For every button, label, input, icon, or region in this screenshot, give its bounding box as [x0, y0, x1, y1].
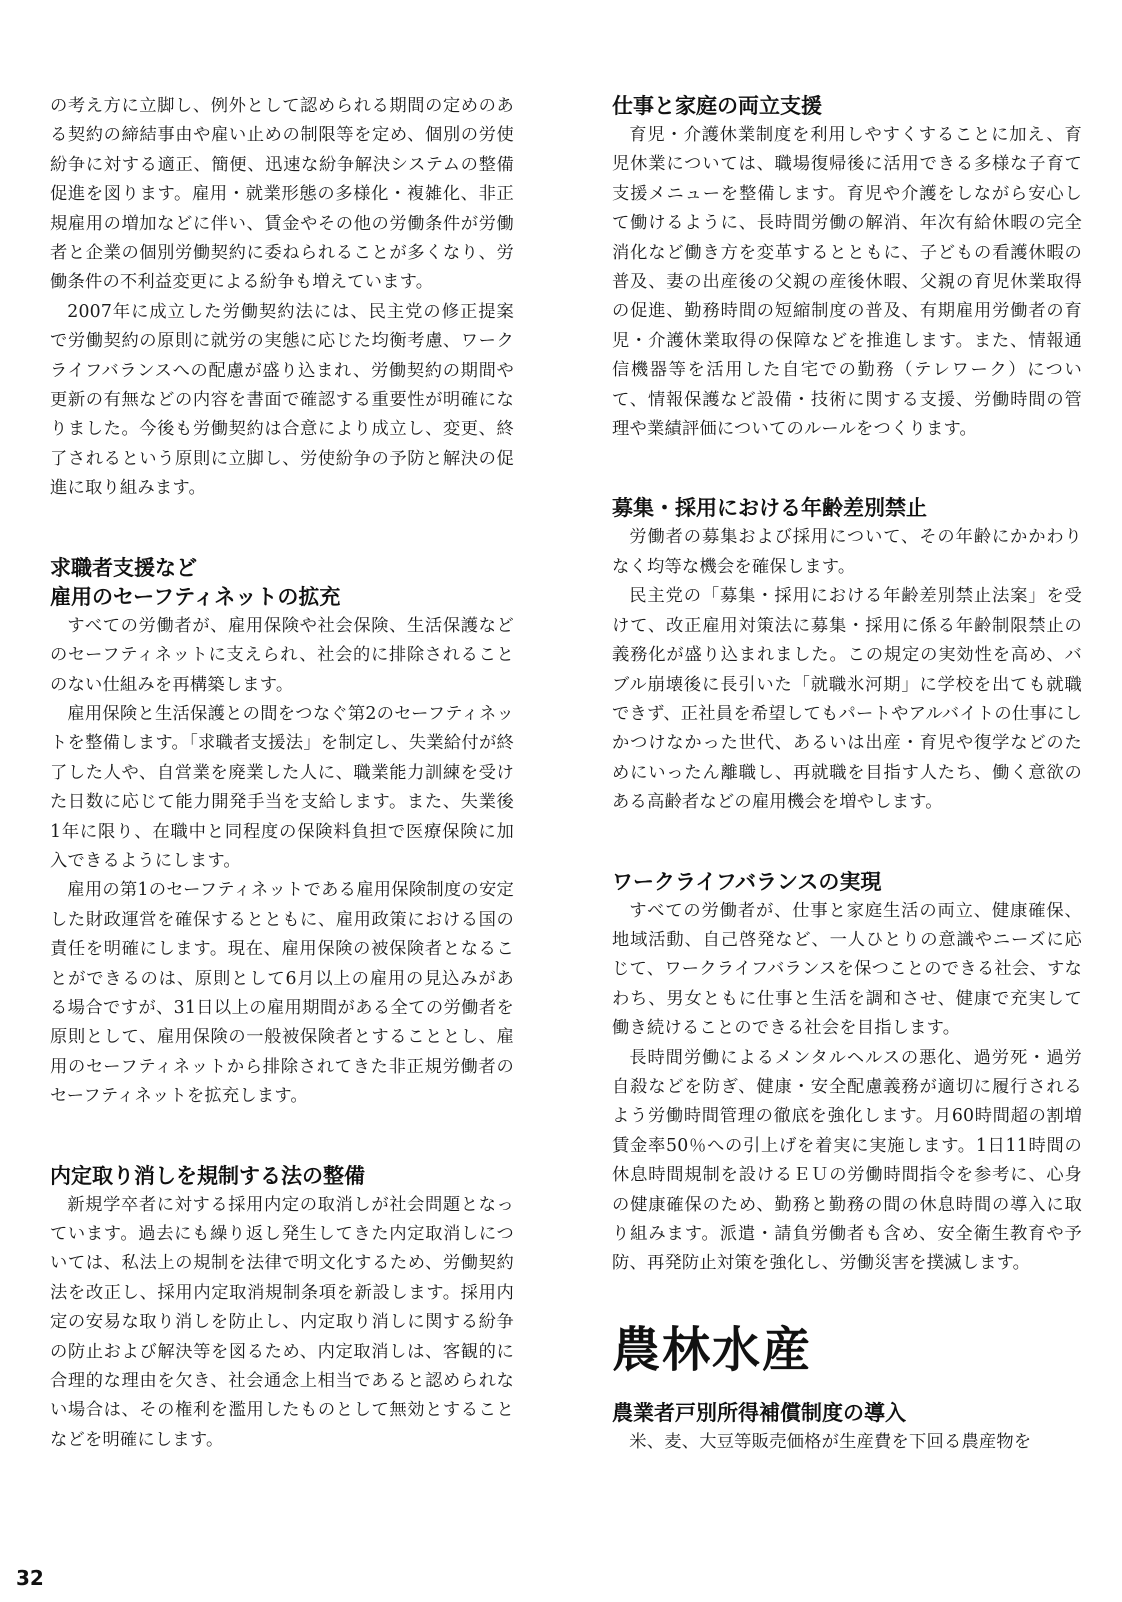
- work-life-balance-paragraph: すべての労働者が、仕事と家庭生活の両立、健康確保、地域活動、自己啓発など、一人ひとりの意識やニーズに応じて、ワークライフバランスを保つことのできる社会、すなわち、男女ともに仕事と生活を調和させ、健康で充実して働き続けることのできる社会を目指します。: [612, 900, 1082, 1039]
- right-column: [612, 92, 1082, 1457]
- work-family-heading: 仕事と家庭の両立支援: [612, 94, 822, 118]
- safety-net-paragraph: 雇用の第1のセーフティネットである雇用保険制度の安定した財政運営を確保するとともに、雇用政策における国の責任を明確にします。現在、雇用保険の被保険者となることができるのは、原則として6月以上の雇用の見込みがある場合ですが、31日以上の雇用期間がある全ての労働者を原則として、雇用保険の一般被保険者とすることとし、雇用のセーフティネットから排除されてきた非正規労働者のセーフティネットを拡充します。: [50, 880, 514, 1107]
- intro-paragraph-1: の考え方に立脚し、例外として認められる期間の定めのある契約の締結事由や雇い止めの制限等を定め、個別の労使紛争に対する適正、簡便、迅速な紛争解決システムの整備促進を図ります。雇用・就業形態の多様化・複雑化、非正規雇用の増加などに伴い、賃金やその他の労働条件が労働者と企業の個別労働契約に委ねられることが多くなり、労働条件の不利益変更による紛争も増えています。: [50, 96, 514, 293]
- page-number: 32: [16, 1566, 44, 1590]
- age-discrimination-paragraph: 労働者の募集および採用について、その年齢にかかわりなく均等な機会を確保します。: [612, 527, 1082, 577]
- intro-paragraph-2: 2007年に成立した労働契約法には、民主党の修正提案で労働契約の原則に就労の実態に応じた均衡考慮、ワークライフバランスへの配慮が盛り込まれ、労働契約の期間や更新の有無などの内容を書面で確認する重要性が明確になりました。今後も労働契約は合意により成立し、変更、終了されるという原則に立脚し、労使紛争の予防と解決の促進に取り組みます。: [50, 301, 514, 499]
- agriculture-paragraph: 米、麦、大豆等販売価格が生産費を下回る農産物を: [629, 1431, 1032, 1452]
- safety-net-heading-line1: 求職者支援など: [50, 555, 197, 580]
- work-life-balance-paragraph: 長時間労働によるメンタルヘルスの悪化、過労死・過労自殺などを防ぎ、健康・安全配慮義務が適切に履行されるよう労働時間管理の徹底を強化します。月60時間超の割増賃金率50％への引上げを着実に実施します。1日11時間の休息時間規制を設けるＥＵの労働時間指令を参考に、心身の健康確保のため、勤務と勤務の間の休息時間の導入に取り組みます。派遣・請負労働者も含め、安全衛生教育や予防、再発防止対策を強化し、労働災害を撲滅します。: [612, 1047, 1082, 1274]
- work-life-balance-heading: ワークライフバランスの実現: [612, 869, 882, 894]
- agriculture-subheading: 農業者戸別所得補償制度の導入: [612, 1400, 906, 1425]
- agriculture-section: [612, 1399, 1082, 1457]
- work-life-balance-section: [612, 868, 1082, 1279]
- naitei-paragraph: 新規学卒者に対する採用内定の取消しが社会問題となっています。過去にも繰り返し発生してきた内定取消しについては、私法上の規制を法律で明文化するため、労働契約法を改正し、採用内定取消規制条項を新設します。採用内定の安易な取り消しを防止し、内定取り消しに関する紛争の防止および解決等を図るため、内定取消しは、客観的に合理的な理由を欠き、社会通念上相当であると認められない場合は、その権利を濫用したものとして無効とすることなどを明確にします。: [50, 1194, 514, 1450]
- work-family-section: [612, 92, 1082, 444]
- work-family-paragraph: 育児・介護休業制度を利用しやすくすることに加え、育児休業については、職場復帰後に活用できる多様な子育て支援メニューを整備します。育児や介護をしながら安心して働けるように、長時間労働の解消、年次有給休暇の完全消化など働き方を変革するとともに、子どもの看護休暇の普及、妻の出産後の父親の産後休暇、父親の育児休業取得の促進、勤務時間の短縮制度の普及、有期雇用労働者の育児・介護休業取得の保障などを推進します。また、情報通信機器等を活用した自宅での勤務（テレワーク）について、情報保護など設備・技術に関する支援、労働時間の管理や業績評価についてのルールをつくります。: [612, 125, 1082, 440]
- age-discrimination-heading: 募集・採用における年齢差別禁止: [612, 496, 927, 521]
- safety-net-heading-line2: 雇用のセーフティネットの拡充: [50, 584, 341, 609]
- naitei-heading: 内定取り消しを規制する法の整備: [50, 1163, 365, 1188]
- age-discrimination-section: [612, 494, 1082, 817]
- safety-net-section: [50, 554, 514, 1112]
- intro-section: [50, 92, 514, 504]
- safety-net-paragraph: すべての労働者が、雇用保険や社会保険、生活保護などのセーフティネットに支えられ、社会的に排除されることのない仕組みを再構築します。: [50, 615, 514, 695]
- safety-net-paragraph: 雇用保険と生活保護との間をつなぐ第2のセーフティネットを整備します。「求職者支援法」を制定し、失業給付が終了した人や、自営業を廃業した人に、職業能力訓練を受けた日数に応じて能力開発手当を支給します。また、失業後1年に限り、在職中と同程度の保険料負担で医療保険に加入できるようにします。: [50, 703, 514, 871]
- left-column: [50, 92, 514, 1455]
- agriculture-title: 農林水産: [612, 1321, 813, 1378]
- age-discrimination-paragraph: 民主党の「募集・採用における年齢差別禁止法案」を受けて、改正雇用対策法に募集・採用に係る年齢制限禁止の義務化が盛り込まれました。この規定の実効性を高め、バブル崩壊後に長引いた「就職氷河期」に学校を出ても就職できず、正社員を希望してもパートやアルバイトの仕事にしかつけなかった世代、あるいは出産・育児や復学などのためにいったん離職し、再就職を目指す人たち、働く意欲のある高齢者などの雇用機会を増やします。: [612, 586, 1082, 813]
- naitei-section: [50, 1162, 514, 1456]
